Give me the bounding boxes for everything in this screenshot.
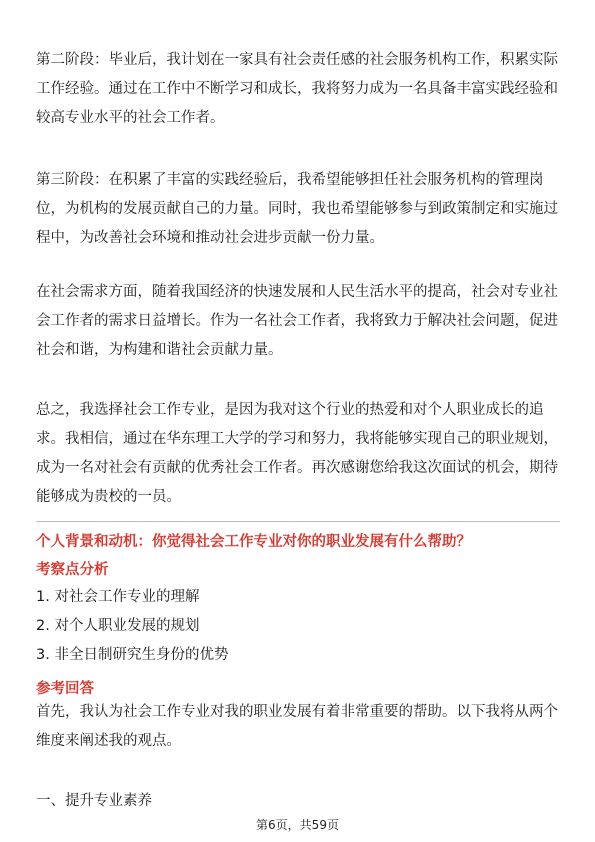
text-line: 会工作者的需求日益增长。作为一名社会工作者，我将致力于解决社会问题，促进 <box>36 313 558 329</box>
text-line: 第二阶段：毕业后，我计划在一家具有社会责任感的社会服务机构工作，积累实际 <box>36 52 558 68</box>
text-line: 位，为机构的发展贡献自己的力量。同时，我也希望能够参与到政策制定和实施过 <box>36 201 558 217</box>
text-line: 总之，我选择社会工作专业，是因为我对这个行业的热爱和对个人职业成长的追 <box>36 402 544 418</box>
section-divider <box>36 521 560 522</box>
answer-heading: 参考回答 <box>36 681 94 697</box>
list-item: 1. 对社会工作专业的理解 <box>36 589 200 605</box>
page-number: 第6页，共59页 <box>256 818 339 832</box>
text-line: 能够成为贵校的一员。 <box>36 489 181 505</box>
analysis-heading: 考察点分析 <box>36 562 109 578</box>
text-line: 社会和谐，为构建和谐社会贡献力量。 <box>36 342 283 358</box>
text-line: 维度来阐述我的观点。 <box>36 733 181 749</box>
paragraph-summary <box>36 396 560 512</box>
text-line: 求。我相信，通过在华东理工大学的学习和努力，我将能够实现自己的职业规划， <box>36 431 558 447</box>
text-line: 第三阶段：在积累了丰富的实践经验后，我希望能够担任社会服务机构的管理岗 <box>36 172 544 188</box>
question-title: 个人背景和动机：你觉得社会工作专业对你的职业发展有什么帮助？ <box>36 534 471 550</box>
list-item: 2. 对个人职业发展的规划 <box>36 618 200 634</box>
paragraph-stage-two <box>36 46 560 133</box>
paragraph-social-demand <box>36 278 560 365</box>
paragraph-stage-three <box>36 166 560 253</box>
text-line: 成为一名对社会有贡献的优秀社会工作者。再次感谢您给我这次面试的机会，期待 <box>36 460 558 476</box>
text-line: 程中，为改善社会环境和推动社会进步贡献一份力量。 <box>36 230 384 246</box>
text-line: 较高专业水平的社会工作者。 <box>36 110 225 126</box>
paragraph-answer <box>36 698 560 756</box>
section-heading: 一、提升专业素养 <box>36 793 152 809</box>
text-line: 首先，我认为社会工作专业对我的职业发展有着非常重要的帮助。以下我将从两个 <box>36 704 558 720</box>
text-line: 工作经验。通过在工作中不断学习和成长，我将努力成为一名具备丰富实践经验和 <box>36 81 558 97</box>
list-item: 3. 非全日制研究生身份的优势 <box>36 647 229 663</box>
text-line: 在社会需求方面，随着我国经济的快速发展和人民生活水平的提高，社会对专业社 <box>36 284 558 300</box>
